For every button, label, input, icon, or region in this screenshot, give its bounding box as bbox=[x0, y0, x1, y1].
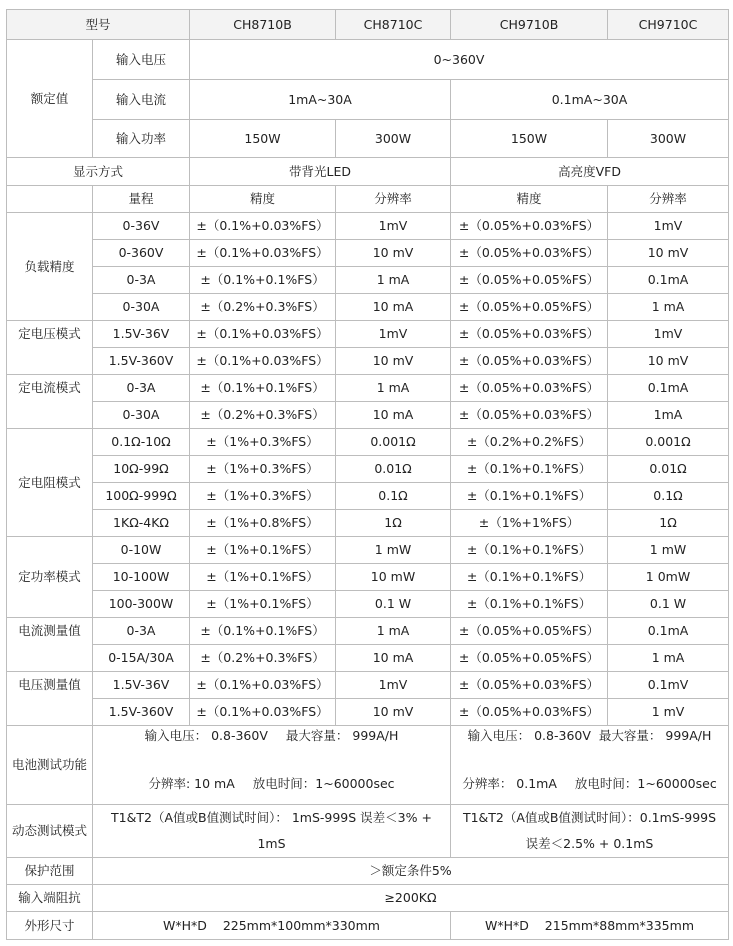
cell-accuracy-ch97: ±（0.05%+0.05%FS） bbox=[451, 618, 608, 645]
cell-range: 0-3A bbox=[93, 375, 190, 402]
dynamic-ch87-line2: 1mS bbox=[257, 836, 286, 851]
spec-row bbox=[7, 321, 729, 348]
cell-accuracy-ch97: ±（0.05%+0.03%FS） bbox=[451, 321, 608, 348]
spec-row bbox=[7, 564, 729, 591]
cell-accuracy-ch87: ±（1%+0.1%FS） bbox=[190, 564, 336, 591]
cell-accuracy-ch87: ±（0.1%+0.03%FS） bbox=[190, 213, 336, 240]
spec-row bbox=[7, 267, 729, 294]
battery-row bbox=[7, 726, 729, 805]
model-ch8710c: CH8710C bbox=[336, 10, 451, 40]
cell-accuracy-ch97: ±（0.2%+0.2%FS） bbox=[451, 429, 608, 456]
input-current-label: 输入电流 bbox=[93, 80, 190, 120]
cell-resolution-ch97: 0.1mV bbox=[608, 672, 729, 699]
spec-row bbox=[7, 699, 729, 726]
model-ch8710b: CH8710B bbox=[190, 10, 336, 40]
group-label: 定电压模式 bbox=[7, 321, 93, 375]
group-label: 电流测量值 bbox=[7, 618, 93, 672]
cell-accuracy-ch97: ±（0.05%+0.03%FS） bbox=[451, 699, 608, 726]
cell-accuracy-ch97: ±（0.05%+0.03%FS） bbox=[451, 375, 608, 402]
spec-row bbox=[7, 294, 729, 321]
battery-ch97-discharge: 放电时间：1~60000sec bbox=[574, 775, 717, 791]
cell-range: 1.5V-36V bbox=[93, 672, 190, 699]
cell-accuracy-ch87: ±（1%+0.1%FS） bbox=[190, 537, 336, 564]
cell-resolution-ch87: 10 mV bbox=[336, 348, 451, 375]
battery-ch87-resolution: 分辨率: 10 mA bbox=[148, 775, 235, 791]
cell-range: 0-3A bbox=[93, 618, 190, 645]
cell-resolution-ch97: 1 mW bbox=[608, 537, 729, 564]
spec-row bbox=[7, 591, 729, 618]
protection-value: ＞额定条件5% bbox=[93, 858, 729, 885]
cell-accuracy-ch97: ±（0.05%+0.03%FS） bbox=[451, 402, 608, 429]
cell-resolution-ch87: 0.1 W bbox=[336, 591, 451, 618]
cell-range: 0-30A bbox=[93, 294, 190, 321]
spec-row bbox=[7, 348, 729, 375]
protection-row bbox=[7, 858, 729, 885]
cell-resolution-ch87: 0.1Ω bbox=[336, 483, 451, 510]
cell-resolution-ch97: 1mA bbox=[608, 402, 729, 429]
spec-row bbox=[7, 213, 729, 240]
input-power-ch9710c: 300W bbox=[608, 120, 729, 158]
cell-resolution-ch97: 10 mV bbox=[608, 240, 729, 267]
cell-range: 0-3A bbox=[93, 267, 190, 294]
input-power-ch9710b: 150W bbox=[451, 120, 608, 158]
cell-range: 1.5V-36V bbox=[93, 321, 190, 348]
cell-accuracy-ch87: ±（0.1%+0.1%FS） bbox=[190, 375, 336, 402]
cell-accuracy-ch97: ±（0.1%+0.1%FS） bbox=[451, 483, 608, 510]
spec-table-body bbox=[7, 10, 729, 940]
input-voltage-label: 输入电压 bbox=[93, 40, 190, 80]
impedance-row bbox=[7, 885, 729, 912]
cell-accuracy-ch87: ±（1%+0.3%FS） bbox=[190, 483, 336, 510]
cell-resolution-ch97: 0.1mA bbox=[608, 375, 729, 402]
header-row bbox=[7, 10, 729, 40]
battery-ch97-capacity: 最大容量： 999A/H bbox=[598, 728, 712, 743]
spec-row bbox=[7, 429, 729, 456]
cell-resolution-ch97: 1Ω bbox=[608, 510, 729, 537]
cell-accuracy-ch87: ±（1%+0.3%FS） bbox=[190, 429, 336, 456]
dynamic-row bbox=[7, 805, 729, 858]
cell-range: 10-100W bbox=[93, 564, 190, 591]
cell-accuracy-ch87: ±（0.1%+0.03%FS） bbox=[190, 672, 336, 699]
cell-resolution-ch97: 1 mV bbox=[608, 699, 729, 726]
cell-accuracy-ch87: ±（0.2%+0.3%FS） bbox=[190, 294, 336, 321]
cell-accuracy-ch97: ±（0.05%+0.05%FS） bbox=[451, 294, 608, 321]
input-current-ch97: 0.1mA~30A bbox=[451, 80, 729, 120]
spec-row bbox=[7, 483, 729, 510]
cell-accuracy-ch97: ±（0.1%+0.1%FS） bbox=[451, 456, 608, 483]
subheader-accuracy-ch87: 精度 bbox=[190, 186, 336, 213]
cell-range: 100Ω-999Ω bbox=[93, 483, 190, 510]
subheader-resolution-ch87: 分辨率 bbox=[336, 186, 451, 213]
cell-resolution-ch87: 0.01Ω bbox=[336, 456, 451, 483]
cell-resolution-ch87: 10 mW bbox=[336, 564, 451, 591]
impedance-label: 输入端阻抗 bbox=[7, 885, 93, 912]
cell-accuracy-ch97: ±（0.1%+0.1%FS） bbox=[451, 537, 608, 564]
input-power-label: 输入功率 bbox=[93, 120, 190, 158]
input-power-ch8710b: 150W bbox=[190, 120, 336, 158]
cell-resolution-ch87: 10 mA bbox=[336, 294, 451, 321]
battery-ch87-discharge: 放电时间：1~60000sec bbox=[252, 775, 395, 791]
cell-range: 0-10W bbox=[93, 537, 190, 564]
battery-ch87-capacity: 最大容量： 999A/H bbox=[285, 728, 399, 743]
cell-resolution-ch87: 1mV bbox=[336, 321, 451, 348]
cell-accuracy-ch87: ±（0.1%+0.03%FS） bbox=[190, 348, 336, 375]
display-label: 显示方式 bbox=[7, 158, 190, 186]
display-ch97: 高亮度VFD bbox=[451, 158, 729, 186]
cell-resolution-ch97: 1 0mW bbox=[608, 564, 729, 591]
model-ch9710c: CH9710C bbox=[608, 10, 729, 40]
spec-row bbox=[7, 402, 729, 429]
dynamic-ch87 bbox=[93, 805, 451, 858]
cell-accuracy-ch97: ±（0.05%+0.05%FS） bbox=[451, 267, 608, 294]
cell-resolution-ch87: 10 mV bbox=[336, 699, 451, 726]
battery-ch97-resolution: 分辨率： 0.1mA bbox=[462, 775, 557, 791]
cell-range: 1KΩ-4KΩ bbox=[93, 510, 190, 537]
cell-accuracy-ch97: ±（0.05%+0.03%FS） bbox=[451, 213, 608, 240]
cell-resolution-ch97: 0.1Ω bbox=[608, 483, 729, 510]
cell-accuracy-ch97: ±（0.1%+0.1%FS） bbox=[451, 591, 608, 618]
input-voltage-value: 0~360V bbox=[190, 40, 729, 80]
input-voltage-row bbox=[7, 40, 729, 80]
group-label: 负载精度 bbox=[7, 213, 93, 321]
cell-range: 0-15A/30A bbox=[93, 645, 190, 672]
group-label: 定电流模式 bbox=[7, 375, 93, 429]
cell-range: 0-360V bbox=[93, 240, 190, 267]
battery-ch97-voltage: 输入电压： 0.8-360V bbox=[467, 728, 591, 743]
display-ch87: 带背光LED bbox=[190, 158, 451, 186]
cell-accuracy-ch87: ±（0.2%+0.3%FS） bbox=[190, 402, 336, 429]
dimensions-label: 外形尺寸 bbox=[7, 912, 93, 940]
group-label: 定功率模式 bbox=[7, 537, 93, 618]
cell-accuracy-ch87: ±（1%+0.1%FS） bbox=[190, 591, 336, 618]
cell-accuracy-ch87: ±（0.1%+0.1%FS） bbox=[190, 267, 336, 294]
dynamic-ch97-line2: 误差＜2.5% + 0.1mS bbox=[525, 836, 654, 851]
cell-resolution-ch97: 1mV bbox=[608, 321, 729, 348]
cell-accuracy-ch97: ±（0.05%+0.03%FS） bbox=[451, 672, 608, 699]
cell-range: 10Ω-99Ω bbox=[93, 456, 190, 483]
dynamic-label: 动态测试模式 bbox=[7, 805, 93, 858]
input-current-row bbox=[7, 80, 729, 120]
spec-row bbox=[7, 645, 729, 672]
cell-range: 1.5V-360V bbox=[93, 699, 190, 726]
spec-row bbox=[7, 240, 729, 267]
battery-ch97 bbox=[451, 726, 729, 805]
group-label: 电压测量值 bbox=[7, 672, 93, 726]
dynamic-ch97-line1: T1&T2（A值或B值测试时间）：0.1mS-999S bbox=[462, 810, 717, 826]
protection-label: 保护范围 bbox=[7, 858, 93, 885]
cell-resolution-ch87: 10 mV bbox=[336, 240, 451, 267]
cell-accuracy-ch97: ±（0.05%+0.03%FS） bbox=[451, 240, 608, 267]
cell-accuracy-ch97: ±（0.05%+0.05%FS） bbox=[451, 645, 608, 672]
subheader-row bbox=[7, 186, 729, 213]
cell-resolution-ch97: 0.001Ω bbox=[608, 429, 729, 456]
cell-resolution-ch97: 0.01Ω bbox=[608, 456, 729, 483]
cell-resolution-ch87: 0.001Ω bbox=[336, 429, 451, 456]
cell-accuracy-ch97: ±（1%+1%FS） bbox=[451, 510, 608, 537]
cell-accuracy-ch97: ±（0.05%+0.03%FS） bbox=[451, 348, 608, 375]
battery-ch87-line2 bbox=[95, 776, 448, 792]
cell-accuracy-ch87: ±（0.1%+0.03%FS） bbox=[190, 321, 336, 348]
display-row bbox=[7, 158, 729, 186]
subheader-accuracy-ch97: 精度 bbox=[451, 186, 608, 213]
cell-resolution-ch87: 1 mA bbox=[336, 618, 451, 645]
cell-resolution-ch87: 1 mA bbox=[336, 267, 451, 294]
input-power-row bbox=[7, 120, 729, 158]
cell-resolution-ch97: 10 mV bbox=[608, 348, 729, 375]
cell-range: 0-30A bbox=[93, 402, 190, 429]
input-current-ch87: 1mA~30A bbox=[190, 80, 451, 120]
spec-table bbox=[6, 9, 729, 940]
impedance-value: ≥200KΩ bbox=[93, 885, 729, 912]
cell-resolution-ch97: 0.1mA bbox=[608, 267, 729, 294]
dimensions-ch97: W*H*D 215mm*88mm*335mm bbox=[451, 912, 729, 940]
cell-resolution-ch97: 1 mA bbox=[608, 294, 729, 321]
dimensions-ch87: W*H*D 225mm*100mm*330mm bbox=[93, 912, 451, 940]
cell-accuracy-ch87: ±（0.1%+0.1%FS） bbox=[190, 618, 336, 645]
cell-resolution-ch87: 1 mW bbox=[336, 537, 451, 564]
cell-accuracy-ch87: ±（1%+0.8%FS） bbox=[190, 510, 336, 537]
cell-accuracy-ch87: ±（1%+0.3%FS） bbox=[190, 456, 336, 483]
subheader-resolution-ch97: 分辨率 bbox=[608, 186, 729, 213]
spec-row bbox=[7, 456, 729, 483]
cell-accuracy-ch97: ±（0.1%+0.1%FS） bbox=[451, 564, 608, 591]
cell-range: 0.1Ω-10Ω bbox=[93, 429, 190, 456]
battery-ch97-line2 bbox=[453, 776, 726, 792]
battery-ch87-voltage: 输入电压： 0.8-360V bbox=[144, 728, 268, 743]
cell-resolution-ch87: 1mV bbox=[336, 672, 451, 699]
cell-resolution-ch87: 10 mA bbox=[336, 645, 451, 672]
cell-accuracy-ch87: ±（0.1%+0.03%FS） bbox=[190, 699, 336, 726]
spec-row bbox=[7, 672, 729, 699]
dynamic-ch97 bbox=[451, 805, 729, 858]
cell-resolution-ch97: 1mV bbox=[608, 213, 729, 240]
cell-resolution-ch87: 10 mA bbox=[336, 402, 451, 429]
battery-label: 电池测试功能 bbox=[7, 726, 93, 805]
spec-row bbox=[7, 618, 729, 645]
battery-ch87-line1 bbox=[95, 728, 448, 744]
dynamic-ch87-line1: T1&T2（A值或B值测试时间）： 1mS-999S 误差＜3% + bbox=[111, 810, 432, 826]
battery-ch97-line1 bbox=[453, 728, 726, 744]
group-label: 定电阻模式 bbox=[7, 429, 93, 537]
cell-resolution-ch87: 1 mA bbox=[336, 375, 451, 402]
cell-resolution-ch97: 0.1mA bbox=[608, 618, 729, 645]
subheader-blank bbox=[7, 186, 93, 213]
spec-row bbox=[7, 375, 729, 402]
spec-row bbox=[7, 537, 729, 564]
model-ch9710b: CH9710B bbox=[451, 10, 608, 40]
cell-range: 100-300W bbox=[93, 591, 190, 618]
cell-range: 0-36V bbox=[93, 213, 190, 240]
model-label: 型号 bbox=[7, 10, 190, 40]
input-power-ch8710c: 300W bbox=[336, 120, 451, 158]
cell-range: 1.5V-360V bbox=[93, 348, 190, 375]
cell-accuracy-ch87: ±（0.2%+0.3%FS） bbox=[190, 645, 336, 672]
cell-accuracy-ch87: ±（0.1%+0.03%FS） bbox=[190, 240, 336, 267]
spec-row bbox=[7, 510, 729, 537]
cell-resolution-ch87: 1Ω bbox=[336, 510, 451, 537]
subheader-range: 量程 bbox=[93, 186, 190, 213]
cell-resolution-ch97: 0.1 W bbox=[608, 591, 729, 618]
battery-ch87 bbox=[93, 726, 451, 805]
cell-resolution-ch87: 1mV bbox=[336, 213, 451, 240]
cell-resolution-ch97: 1 mA bbox=[608, 645, 729, 672]
rated-label: 额定值 bbox=[7, 40, 93, 158]
dimensions-row bbox=[7, 912, 729, 940]
